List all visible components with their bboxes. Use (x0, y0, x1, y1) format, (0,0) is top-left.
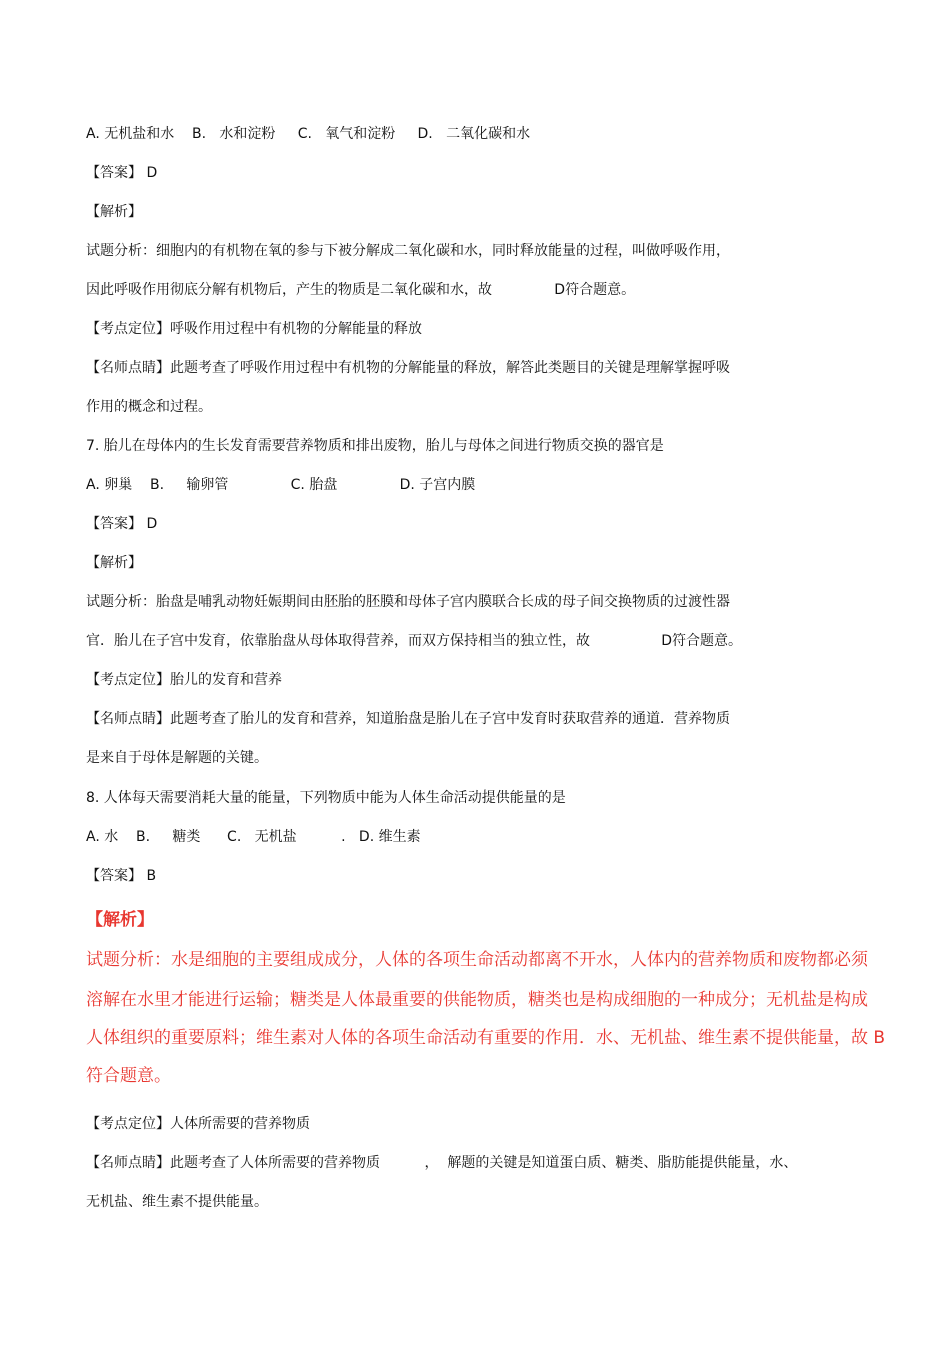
q8-options: A. 水 B. 糖类 C. 无机盐 . D. 维生素 (86, 829, 421, 845)
q7-mingshi-line-1: 【名师点睛】此题考查了胎儿的发育和营养，知道胎盘是胎儿在子宫中发育时获取营养的通道．营养物质 (86, 711, 730, 727)
q7-analysis-label: 【解析】 (86, 555, 142, 571)
q6-answer: 【答案】 D (86, 165, 158, 181)
q7-kaodian: 【考点定位】胎儿的发育和营养 (86, 672, 282, 688)
q8-analysis-line-3: 人体组织的重要原料；维生素对人体的各项生命活动有重要的作用．水、无机盐、维生素不提供能量，故 B (86, 1028, 886, 1048)
q8-analysis-line-1: 试题分析：水是细胞的主要组成成分，人体的各项生命活动都离不开水，人体内的营养物质和废物都必须 (86, 950, 868, 970)
q7-analysis-line-1: 试题分析：胎盘是哺乳动物妊娠期间由胚胎的胚膜和母体子宫内膜联合长成的母子间交换物质的过渡性器 (86, 594, 730, 610)
q6-mingshi-line-2: 作用的概念和过程。 (86, 399, 212, 415)
q6-mingshi-line-1: 【名师点睛】此题考查了呼吸作用过程中有机物的分解能量的释放，解答此类题目的关键是理解掌握呼吸 (86, 360, 730, 376)
q7-mingshi-line-2: 是来自于母体是解题的关键。 (86, 750, 268, 766)
q6-analysis-line-2: 因此呼吸作用彻底分解有机物后，产生的物质是二氧化碳和水，故 D符合题意。 (86, 282, 636, 298)
q6-kaodian: 【考点定位】呼吸作用过程中有机物的分解能量的释放 (86, 321, 422, 337)
q8-question: 8. 人体每天需要消耗大量的能量，下列物质中能为人体生命活动提供能量的是 (86, 790, 566, 806)
q6-analysis-line-1: 试题分析：细胞内的有机物在氧的参与下被分解成二氧化碳和水，同时释放能量的过程，叫做呼吸作用， (86, 243, 730, 259)
q8-analysis-line-2: 溶解在水里才能进行运输；糖类是人体最重要的供能物质，糖类也是构成细胞的一种成分；无机盐是构成 (86, 990, 868, 1010)
q7-analysis-line-2: 官．胎儿在子宫中发育，依靠胎盘从母体取得营养，而双方保持相当的独立性，故 D符合题意。 (86, 633, 742, 649)
q7-options: A. 卵巢 B. 输卵管 C. 胎盘 D. 子宫内膜 (86, 477, 476, 493)
q8-analysis-line-4: 符合题意。 (86, 1066, 171, 1086)
q7-answer: 【答案】 D (86, 516, 158, 532)
q8-analysis-label: 【解析】 (86, 910, 154, 930)
q8-mingshi-line-1: 【名师点睛】此题考查了人体所需要的营养物质 ， 解题的关键是知道蛋白质、糖类、脂肪能提供能量，水、 (86, 1155, 798, 1171)
q8-mingshi-line-2: 无机盐、维生素不提供能量。 (86, 1194, 268, 1210)
q7-question: 7. 胎儿在母体内的生长发育需要营养物质和排出废物，胎儿与母体之间进行物质交换的器官是 (86, 438, 664, 454)
q6-options: A. 无机盐和水 B. 水和淀粉 C. 氧气和淀粉 D. 二氧化碳和水 (86, 126, 531, 142)
q8-answer: 【答案】 B (86, 868, 157, 884)
q6-analysis-label: 【解析】 (86, 204, 142, 220)
q8-kaodian: 【考点定位】人体所需要的营养物质 (86, 1116, 310, 1132)
